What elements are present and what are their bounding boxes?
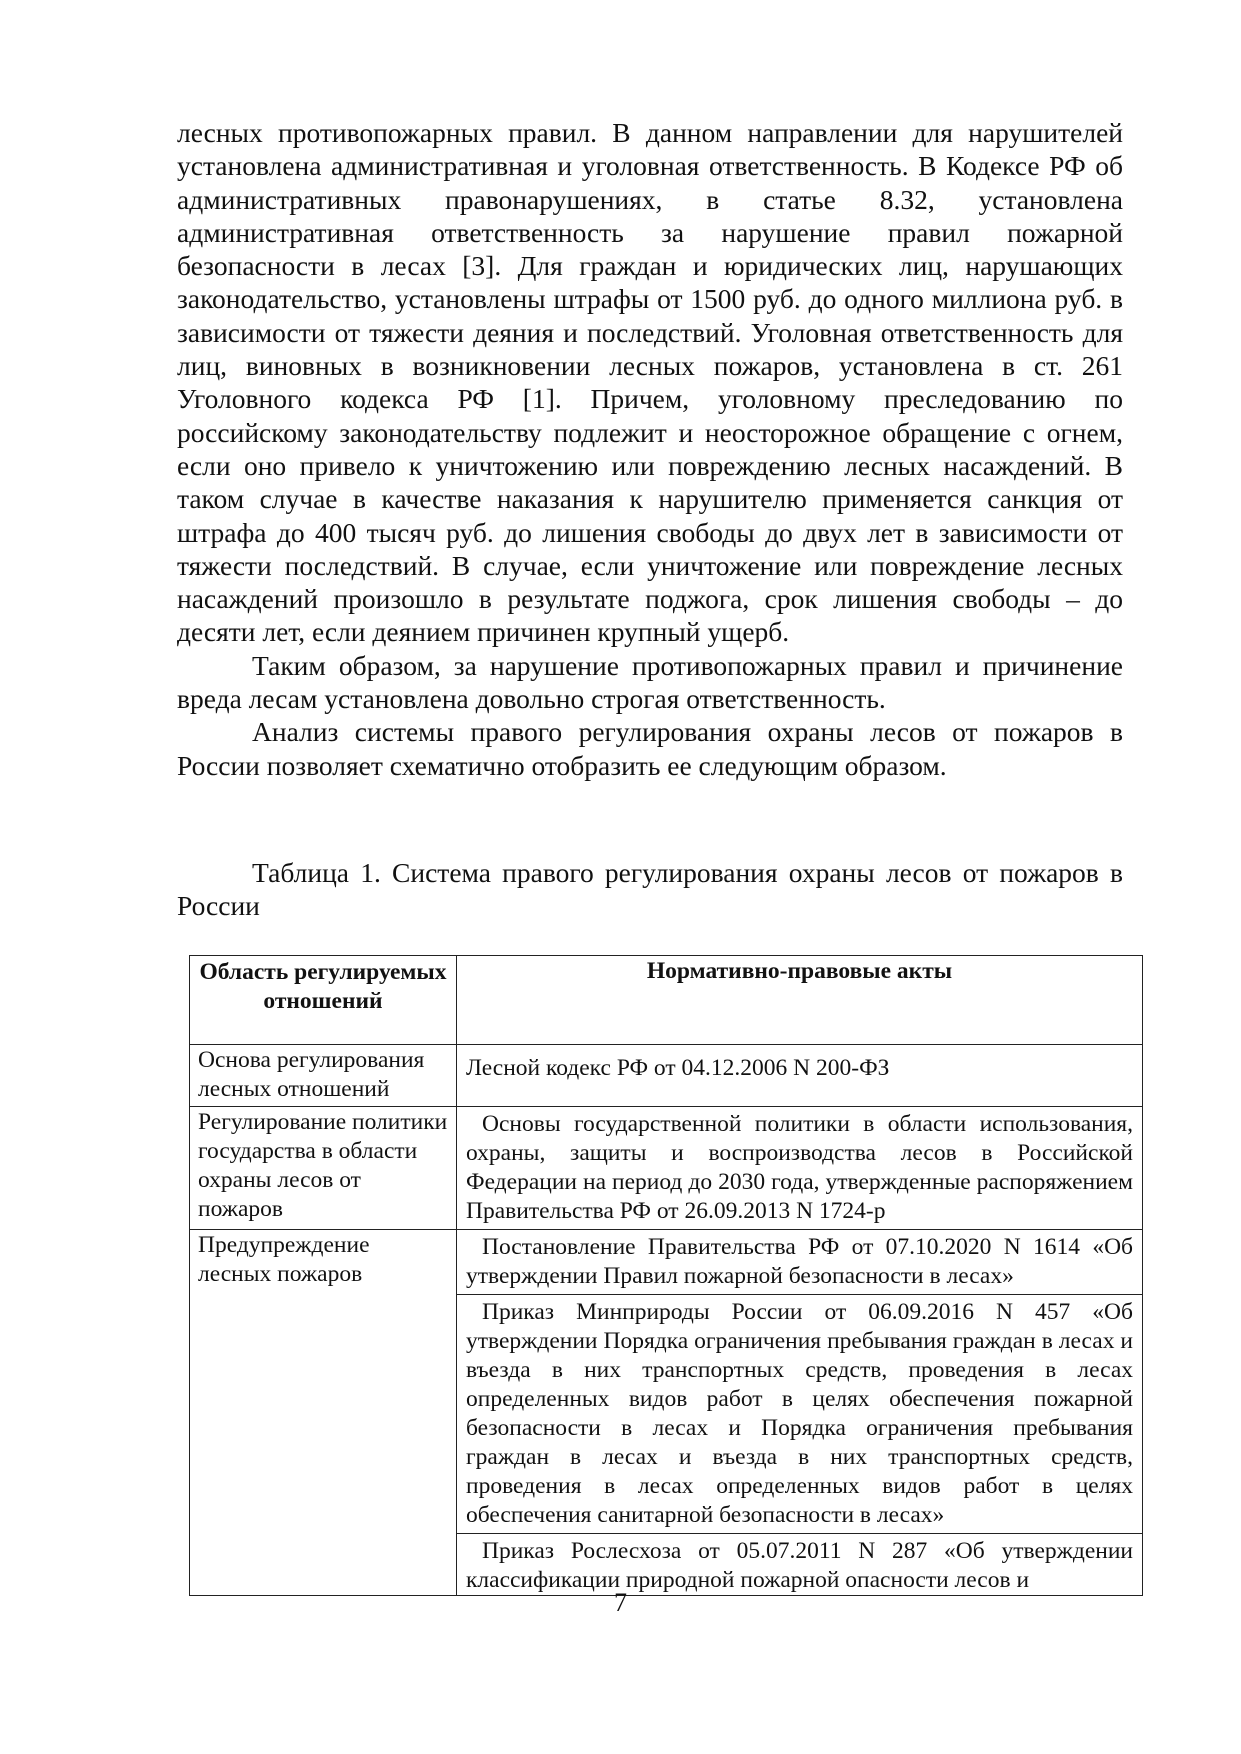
regulation-table <box>189 955 1143 1596</box>
paragraph-2: Таким образом, за нарушение противопожарных правил и причинение вреда лесам установлена довольно строгая ответственность. <box>177 649 1123 715</box>
header-acts: Нормативно-правовые акты <box>457 956 1143 1045</box>
paragraph-1: лесных противопожарных правил. В данном направлении для нарушителей установлена административная и уголовная ответственность. В Кодексе РФ об административных правонарушениях, в статье 8.32, установлена административная ответственность за нарушение правил пожарной безопасности в лесах [3]. Для граждан и юридических лиц, нарушающих законодательство, установлены штрафы от 1500 руб. до одного миллиона руб. в зависимости от тяжести деяния и последствий. Уголовная ответственность для лиц, виновных в возникновении лесных пожаров, установлена в ст. 261 Уголовного кодекса РФ [1]. Причем, уголовному преследованию по российскому законодательству подлежит и неосторожное обращение с огнем, если оно привело к уничтожению или повреждению лесных насаждений. В таком случае в качестве наказания к нарушителю применяется санкция от штрафа до 400 тысяч руб. до лишения свободы до двух лет в зависимости от тяжести последствий. В случае, если уничтожение или повреждение лесных насаждений произошло в результате поджога, срок лишения свободы – до десяти лет, если деянием причинен крупный ущерб. <box>177 117 1123 648</box>
act-cell: Лесной кодекс РФ от 04.12.2006 N 200-ФЗ <box>457 1045 1143 1107</box>
body-text <box>177 116 1123 782</box>
act-cell-truncated <box>457 1534 1143 1596</box>
table-row <box>190 1107 1143 1230</box>
table-header-row <box>190 956 1143 1045</box>
act-text-truncated: Приказ Рослесхоза от 05.07.2011 N 287 «Об утверждении классификации природной пожарной опасности лесов и <box>466 1538 1133 1593</box>
act-cell: Приказ Минприроды России от 06.09.2016 N 457 «Об утверждении Порядка ограничения пребывания граждан в лесах и въезда в них транспортных средств, проведения в лесах определенных видов работ в целях обеспечения пожарной безопасности в лесах и Порядка ограничения пребывания граждан в лесах и въезда в них транспортных средств, проведения в лесах определенных видов работ в целях обеспечения санитарной безопасности в лесах» <box>457 1295 1143 1534</box>
page-number: 7 <box>614 1588 627 1617</box>
area-cell: Основа регулирования лесных отношений <box>190 1045 457 1107</box>
act-cell: Основы государственной политики в области использования, охраны, защиты и воспроизводства лесов в Российской Федерации на период до 2030 года, утвержденные распоряжением Правительства РФ от 26.09.2013 N 1724-р <box>457 1107 1143 1230</box>
table-row <box>190 1230 1143 1295</box>
area-cell: Регулирование политики государства в области охраны лесов от пожаров <box>190 1107 457 1230</box>
paragraph-3: Анализ системы правого регулирования охраны лесов от пожаров в России позволяет схематично отобразить ее следующим образом. <box>177 716 1123 781</box>
header-area: Область регулируемых отношений <box>190 956 457 1045</box>
table-caption: Таблица 1. Система правого регулирования охраны лесов от пожаров в России <box>177 857 1123 921</box>
area-cell: Предупреждение лесных пожаров <box>190 1230 457 1596</box>
act-cell: Постановление Правительства РФ от 07.10.2020 N 1614 «Об утверждении Правил пожарной безопасности в лесах» <box>457 1230 1143 1295</box>
table-row <box>190 1045 1143 1107</box>
